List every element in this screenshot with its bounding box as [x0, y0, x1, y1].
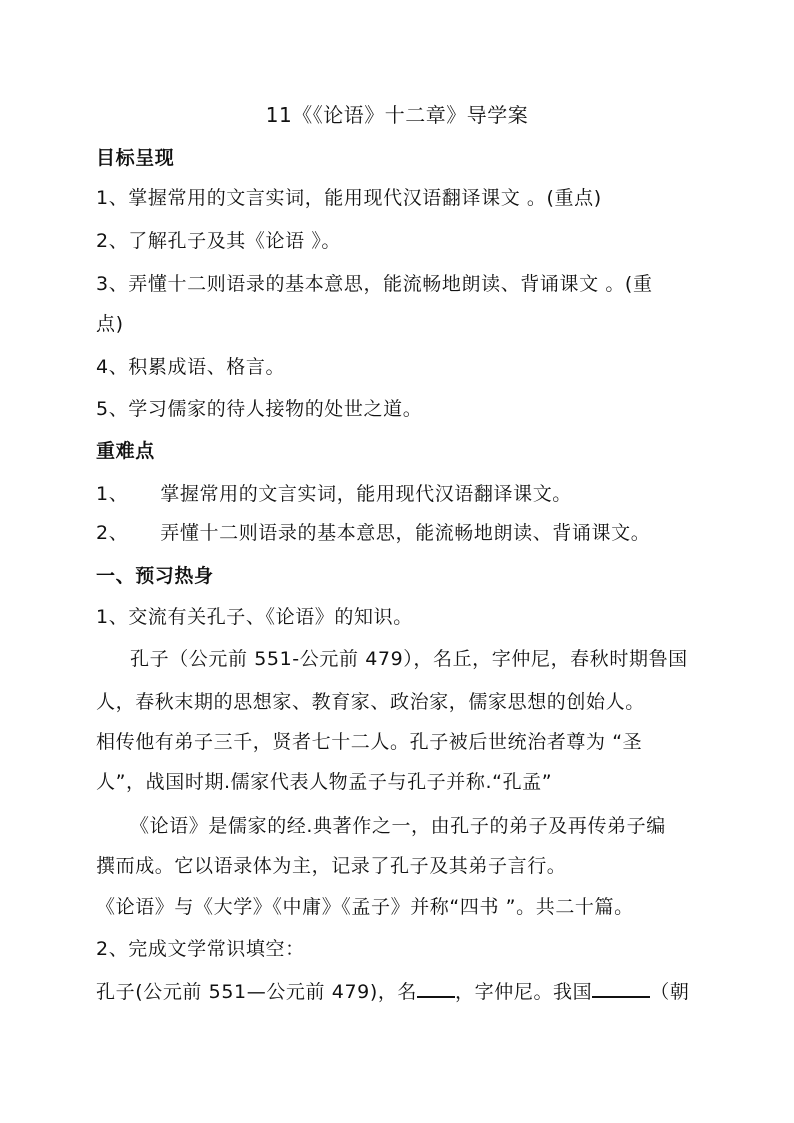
key-point-2-number: 2、 [96, 522, 129, 544]
goals-heading: 目标呈现 [96, 147, 175, 169]
key-point-1-text: 掌握常用的文言实词，能用现代汉语翻译课文。 [160, 483, 572, 505]
analects-para-line-3: 《论语》与《大学》《中庸》《孟子》并称“四书 ”。共二十篇。 [96, 896, 634, 918]
goal-item-5: 5、学习儒家的待人接物的处世之道。 [96, 398, 423, 420]
goal-item-2: 2、了解孔子及其《论语 》。 [96, 230, 342, 252]
confucius-para-line-4: 人”，战国时期.儒家代表人物孟子与孔子并称.“孔孟” [96, 771, 553, 793]
key-points-heading: 重难点 [96, 440, 155, 462]
confucius-para-line-2: 人，春秋末期的思想家、教育家、政治家，儒家思想的创始人。 [96, 691, 645, 713]
fill-in-line [96, 978, 689, 1006]
goal-item-3-continued: 点) [96, 313, 124, 335]
fill-text-part-2: ，字仲尼。我国 [455, 981, 593, 1003]
key-point-2 [96, 519, 650, 547]
goal-item-4: 4、积累成语、格言。 [96, 356, 286, 378]
section1-heading: 一、预习热身 [96, 565, 214, 587]
analects-para-line-2: 撰而成。它以语录体为主，记录了孔子及其弟子言行。 [96, 855, 567, 877]
section1-question-1: 1、交流有关孔子、《论语》的知识。 [96, 606, 413, 628]
goal-item-1: 1、掌握常用的文言实词，能用现代汉语翻译课文 。(重点) [96, 187, 602, 209]
confucius-para-line-1: 孔子（公元前 551-公元前 479），名丘，字仲尼，春秋时期鲁国 [130, 648, 688, 670]
blank-country-field[interactable] [592, 978, 650, 998]
section1-question-2: 2、完成文学常识填空： [96, 938, 305, 960]
fill-text-part-1: 孔子(公元前 551—公元前 479)，名 [96, 981, 418, 1003]
key-point-2-text: 弄懂十二则语录的基本意思，能流畅地朗读、背诵课文。 [160, 522, 651, 544]
goal-item-3: 3、弄懂十二则语录的基本意思，能流畅地朗读、背诵课文 。(重 [96, 273, 653, 295]
key-point-1 [96, 480, 572, 508]
key-point-1-number: 1、 [96, 483, 129, 505]
analects-para-line-1: 《论语》是儒家的经.典著作之一，由孔子的弟子及再传弟子编 [130, 815, 666, 837]
blank-name-field[interactable] [417, 978, 455, 998]
fill-text-part-3: （朝 [650, 981, 690, 1003]
confucius-para-line-3: 相传他有弟子三千，贤者七十二人。孔子被后世统治者尊为 “圣 [96, 731, 643, 753]
page-title: 11《《论语》十二章》导学案 [265, 103, 529, 127]
